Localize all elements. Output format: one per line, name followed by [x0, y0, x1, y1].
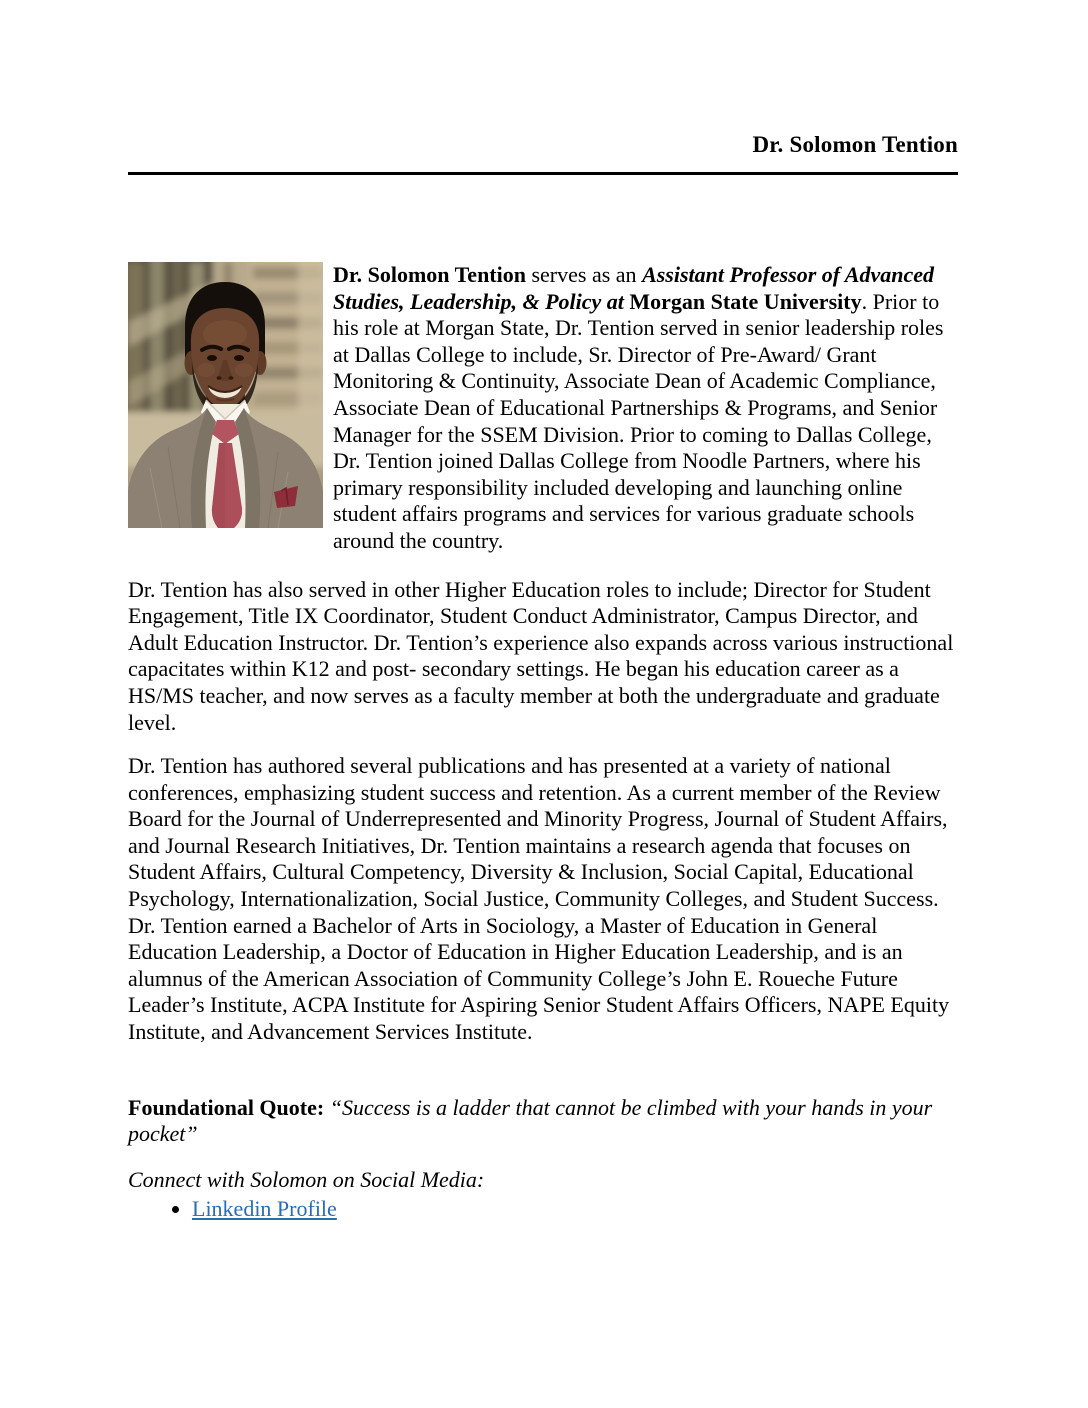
bio-university: Morgan State University [629, 288, 862, 314]
quote-text: “Success is a ladder that cannot be climbed with your hands in your pocket” [128, 1094, 933, 1147]
bio-position-title: Assistant Professor of Advanced Studies, Leadership, & Policy at [333, 262, 934, 314]
portrait-illustration [128, 262, 323, 528]
bio-serves-text: serves as an [525, 262, 643, 287]
linkedin-profile-link[interactable]: Linkedin Profile [192, 1196, 337, 1222]
social-heading: Connect with Solomon on Social Media: [128, 1166, 485, 1192]
profile-photo [128, 262, 323, 528]
foundational-quote [128, 1095, 958, 1148]
bio-name: Dr. Solomon Tention [333, 262, 526, 287]
bio-paragraph-1 [333, 262, 958, 555]
page-title: Dr. Solomon Tention [752, 132, 958, 157]
bio-paragraph-2: Dr. Tention has also served in other Higher Education roles to include; Director for Student Engagement, Title IX Coordinator, Student Conduct Administrator, Campus Director, and Adult Education Instructor. Dr. Tention’s experience also expands across various instructional capacitates within K12 and post- secondary settings. He began his education career as a HS/MS teacher, and now serves as a faculty member at both the undergraduate and graduate level. [128, 576, 954, 735]
quote-label: Foundational Quote: [128, 1094, 325, 1120]
bio-section [128, 262, 958, 555]
bio-paragraph-3: Dr. Tention has authored several publications and has presented at a variety of national conferences, emphasizing student success and retention. As a current member of the Review Board for the Journal of Underrepresented and Minority Progress, Journal of Student Affairs, and Journal Research Initiatives, Dr. Tention maintains a research agenda that focuses on Student Affairs, Cultural Competency, Diversity & Inclusion, Social Capital, Educational Psychology, Internationalization, Social Justice, Community Colleges, and Student Success. Dr. Tention earned a Bachelor of Arts in Sociology, a Master of Education in General Education Leadership, a Doctor of Education in Higher Education Leadership, and is an alumnus of the American Association of Community College’s John E. Roueche Future Leader’s Institute, ACPA Institute for Aspiring Senior Student Affairs Officers, NAPE Equity Institute, and Advancement Services Institute. [128, 753, 950, 1045]
social-link-item [192, 1195, 958, 1223]
social-links-list [128, 1195, 958, 1223]
header-rule [128, 172, 958, 175]
page-header [128, 0, 958, 175]
bio-paragraph-1-rest: . Prior to his role at Morgan State, Dr. Tention served in senior leadership roles at Dallas College to include, Sr. Director of Pre-Award/ Grant Monitoring & Continuity, Associate Dean of Academic Compliance, Associate Dean of Educational Partnerships & Programs, and Senior Manager for the SSEM Division. Prior to coming to Dallas College, Dr. Tention joined Dallas College from Noodle Partners, where his primary responsibility included developing and launching online student affairs programs and services for various graduate schools around the country. [333, 288, 944, 553]
